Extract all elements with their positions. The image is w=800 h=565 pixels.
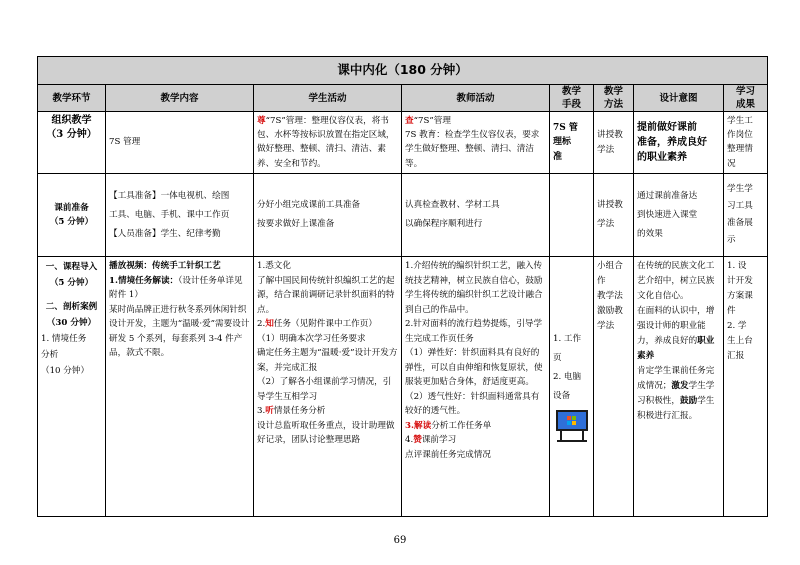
intent-emphasis: 职业素养 — [637, 336, 715, 361]
highlight-word: 解读 — [413, 420, 432, 431]
student-text: 分好小组完成课前工具准备 — [257, 200, 361, 210]
student-text: 确定任务主题为“温暖·爱”设计开发方案，并完成汇报 — [257, 348, 398, 373]
stage-title: 二、剖析案例 — [45, 302, 98, 312]
header-cell: 教学内容 — [106, 85, 254, 112]
student-step: 情景任务分析 — [273, 406, 326, 416]
teacher-step: 课前学习 — [421, 435, 457, 445]
student-text: 按要求做好上课准备 — [257, 219, 335, 229]
teacher-text: 认真检查教材、学材工具 — [405, 200, 500, 210]
outcome-text: 作岗位 — [727, 130, 753, 141]
intent-cell — [634, 174, 724, 257]
outcome-text: 示 — [727, 235, 736, 245]
outcome-text: 学生工 — [727, 116, 753, 126]
method-text: 小组合 — [597, 261, 623, 271]
outcome-text: 生上台 — [727, 336, 753, 346]
student-step: 1.悉文化 — [257, 261, 291, 271]
means-text: 理标 — [553, 137, 572, 148]
intent-emphasis: 鼓励 — [679, 396, 698, 406]
stage-duration: （30 分钟） — [46, 318, 97, 328]
stage-subtitle: 分析 — [41, 350, 59, 360]
student-step: 任务（见附件课中工作页） — [273, 319, 377, 329]
student-text: 设计总监听取任务重点，设计助理做好记录，团队讨论整理思路 — [257, 420, 395, 445]
content-cell — [106, 174, 254, 257]
means-cell — [550, 257, 594, 517]
teacher-step: 分析工作任务单 — [431, 420, 492, 431]
student-text: “7S”管理：整理仪容仪表，将书包、水杯等按标识放置在指定区域，做好整理、整顿、清扫、清洁、素养、安全和节约。 — [257, 116, 395, 169]
method-cell — [594, 174, 634, 257]
stage-duration: （10 分钟） — [41, 366, 90, 376]
highlight-word: 知 — [265, 319, 274, 329]
method-text: 学法 — [597, 321, 615, 331]
means-cell — [550, 112, 594, 174]
method-text: 学法 — [597, 144, 615, 155]
method-text: 作 — [597, 276, 606, 286]
content-cell — [106, 112, 254, 174]
outcome-text: 汇报 — [727, 351, 745, 361]
teacher-text: （1）弹性好：针织面料具有良好的弹性，可以自由伸缩和恢复原状，使服装更加贴合身体，舒适度更高。 — [405, 348, 543, 387]
means-cell — [550, 174, 594, 257]
outcome-text: 准备展 — [727, 218, 753, 228]
intent-text: 肯定学生课前任务完成情况； — [637, 366, 715, 391]
page-number: 69 — [393, 535, 407, 546]
stage-duration: （3 分钟） — [46, 129, 97, 141]
outcome-text: 1. 设 — [727, 261, 747, 271]
lesson-plan-table — [37, 56, 768, 517]
intent-text: 在传统的民族文化工艺介绍中，树立民族文化自信心。 — [637, 261, 715, 301]
stage-duration: （5 分钟） — [49, 217, 94, 227]
highlight-word: 尊 — [257, 116, 266, 126]
outcome-text: 2. 学 — [727, 321, 747, 331]
content-text: 7S 管理 — [109, 137, 141, 148]
student-text: 了解中国民间传统针织编织工艺的起源，结合课前调研记录针织面料的特点。 — [257, 275, 395, 315]
table-row — [38, 112, 768, 174]
stage-cell — [38, 174, 106, 257]
outcome-text: 习工具 — [727, 201, 753, 211]
outcome-text: 方案课 — [727, 291, 753, 301]
method-text: 讲授教 — [597, 200, 623, 210]
intent-text: 到快速进入课堂 — [637, 209, 698, 220]
content-text: （设计任务单详见附件 1） — [109, 275, 243, 300]
teacher-text: 2.针对面料的流行趋势提炼，引导学生完成工作页任务 — [405, 319, 543, 344]
smart-board-icon — [554, 409, 590, 443]
stage-title: 课前准备 — [54, 202, 89, 213]
content-text: 工具、电脑、手机、课中工作页 — [109, 209, 230, 220]
content-item-label: 1.情境任务解读： — [109, 275, 179, 286]
header-cell: 学生活动 — [254, 85, 402, 112]
content-cell — [106, 257, 254, 517]
table-row — [38, 174, 768, 257]
outcome-text: 整理情 — [727, 144, 753, 155]
teacher-text: 7S 教育：检查学生仪容仪表，要求学生做好整理、整顿、清扫、清洁等。 — [405, 130, 540, 169]
intent-text: 通过课前准备达 — [637, 190, 698, 201]
content-text: 【人员准备】学生、纪律考勤 — [109, 228, 221, 239]
outcome-cell — [724, 174, 768, 257]
stage-duration: （5 分钟） — [49, 278, 94, 288]
intent-emphasis: 激发 — [671, 381, 689, 391]
student-text: （1）明确本次学习任务要求 — [257, 333, 366, 344]
teacher-text: （2）透气性好：针织面料通常具有较好的透气性。 — [405, 391, 540, 416]
step-number: 3. — [257, 406, 266, 416]
header-row — [38, 85, 768, 112]
header-cell: 设计意图 — [634, 85, 724, 112]
intent-text: 学生积极进行汇报。 — [637, 396, 715, 421]
highlight-word: 听 — [265, 406, 274, 416]
table-title: 课中内化（180 分钟） — [38, 57, 768, 85]
student-cell — [254, 257, 402, 517]
intent-text: 准备，养成良好 — [637, 137, 707, 148]
intent-cell — [634, 257, 724, 517]
content-text: 某时尚品牌正进行秋冬系列休闲针织设计开发，主题为“温暖·爱”需要设计研发 5 个系列，每套系列 3-4 件产品，款式不限。 — [109, 304, 250, 358]
student-cell — [254, 112, 402, 174]
stage-subtitle: 1. 情境任务 — [41, 334, 87, 344]
student-text: （2）了解各小组课前学习情况，引导学生互相学习 — [257, 377, 392, 402]
means-text: 设备 — [553, 391, 571, 401]
header-cell: 教师活动 — [402, 85, 550, 112]
step-number: 3. — [405, 420, 414, 431]
header-cell: 教学方法 — [594, 85, 634, 112]
intent-cell — [634, 112, 724, 174]
intent-text: 学生学习积极性， — [637, 381, 715, 406]
means-text: 1. 工作 — [553, 334, 582, 344]
highlight-word: 查 — [405, 116, 414, 126]
teacher-cell — [402, 174, 550, 257]
stage-cell — [38, 112, 106, 174]
teacher-cell — [402, 257, 550, 517]
header-cell: 教学环节 — [38, 85, 106, 112]
outcome-text: 件 — [727, 306, 736, 316]
header-cell: 学习成果 — [724, 85, 768, 112]
method-text: 教学法 — [597, 291, 623, 301]
means-text: 2. 电脑 — [553, 372, 582, 382]
intent-text: 提前做好课前 — [637, 122, 697, 133]
intent-text: 在面料的认识中，增强设计师的职业能力，养成良好的 — [637, 306, 715, 346]
outcome-cell — [724, 112, 768, 174]
header-cell: 教学手段 — [550, 85, 594, 112]
step-number: 4. — [405, 435, 414, 445]
content-text: 【工具准备】一体电视机、绘图 — [109, 190, 230, 201]
intent-text: 的效果 — [637, 228, 663, 239]
outcome-cell — [724, 257, 768, 517]
teacher-text: 以确保程序顺利进行 — [405, 219, 483, 229]
method-text: 讲授教 — [597, 130, 623, 141]
outcome-text: 计开发 — [727, 276, 753, 286]
means-text: 7S 管 — [553, 123, 578, 134]
outcome-text: 况 — [727, 158, 736, 169]
table-row — [38, 257, 768, 517]
stage-cell — [38, 257, 106, 517]
method-text: 学法 — [597, 219, 615, 229]
means-text: 准 — [553, 151, 563, 162]
method-text: 激励教 — [597, 306, 623, 316]
teacher-text: 点评课前任务完成情况 — [405, 449, 491, 460]
method-cell — [594, 112, 634, 174]
outcome-text: 学生学 — [727, 184, 753, 194]
step-number: 2. — [257, 319, 266, 329]
highlight-word: 赞 — [413, 435, 422, 445]
student-cell — [254, 174, 402, 257]
stage-title: 组织教学 — [51, 115, 92, 126]
teacher-cell — [402, 112, 550, 174]
means-text: 页 — [553, 353, 562, 363]
intent-text: 的职业素养 — [637, 152, 687, 163]
stage-title: 一、课程导入 — [45, 262, 98, 272]
method-cell — [594, 257, 634, 517]
content-heading: 播放视频：传统手工针织工艺 — [109, 261, 221, 271]
teacher-text: “7S”管理 — [413, 116, 451, 126]
teacher-text: 1.介绍传统的编织针织工艺，融入传统技艺精神，树立民族自信心，鼓励学生将传统的编织针织工艺设计融合到自己的作品中。 — [405, 261, 543, 315]
